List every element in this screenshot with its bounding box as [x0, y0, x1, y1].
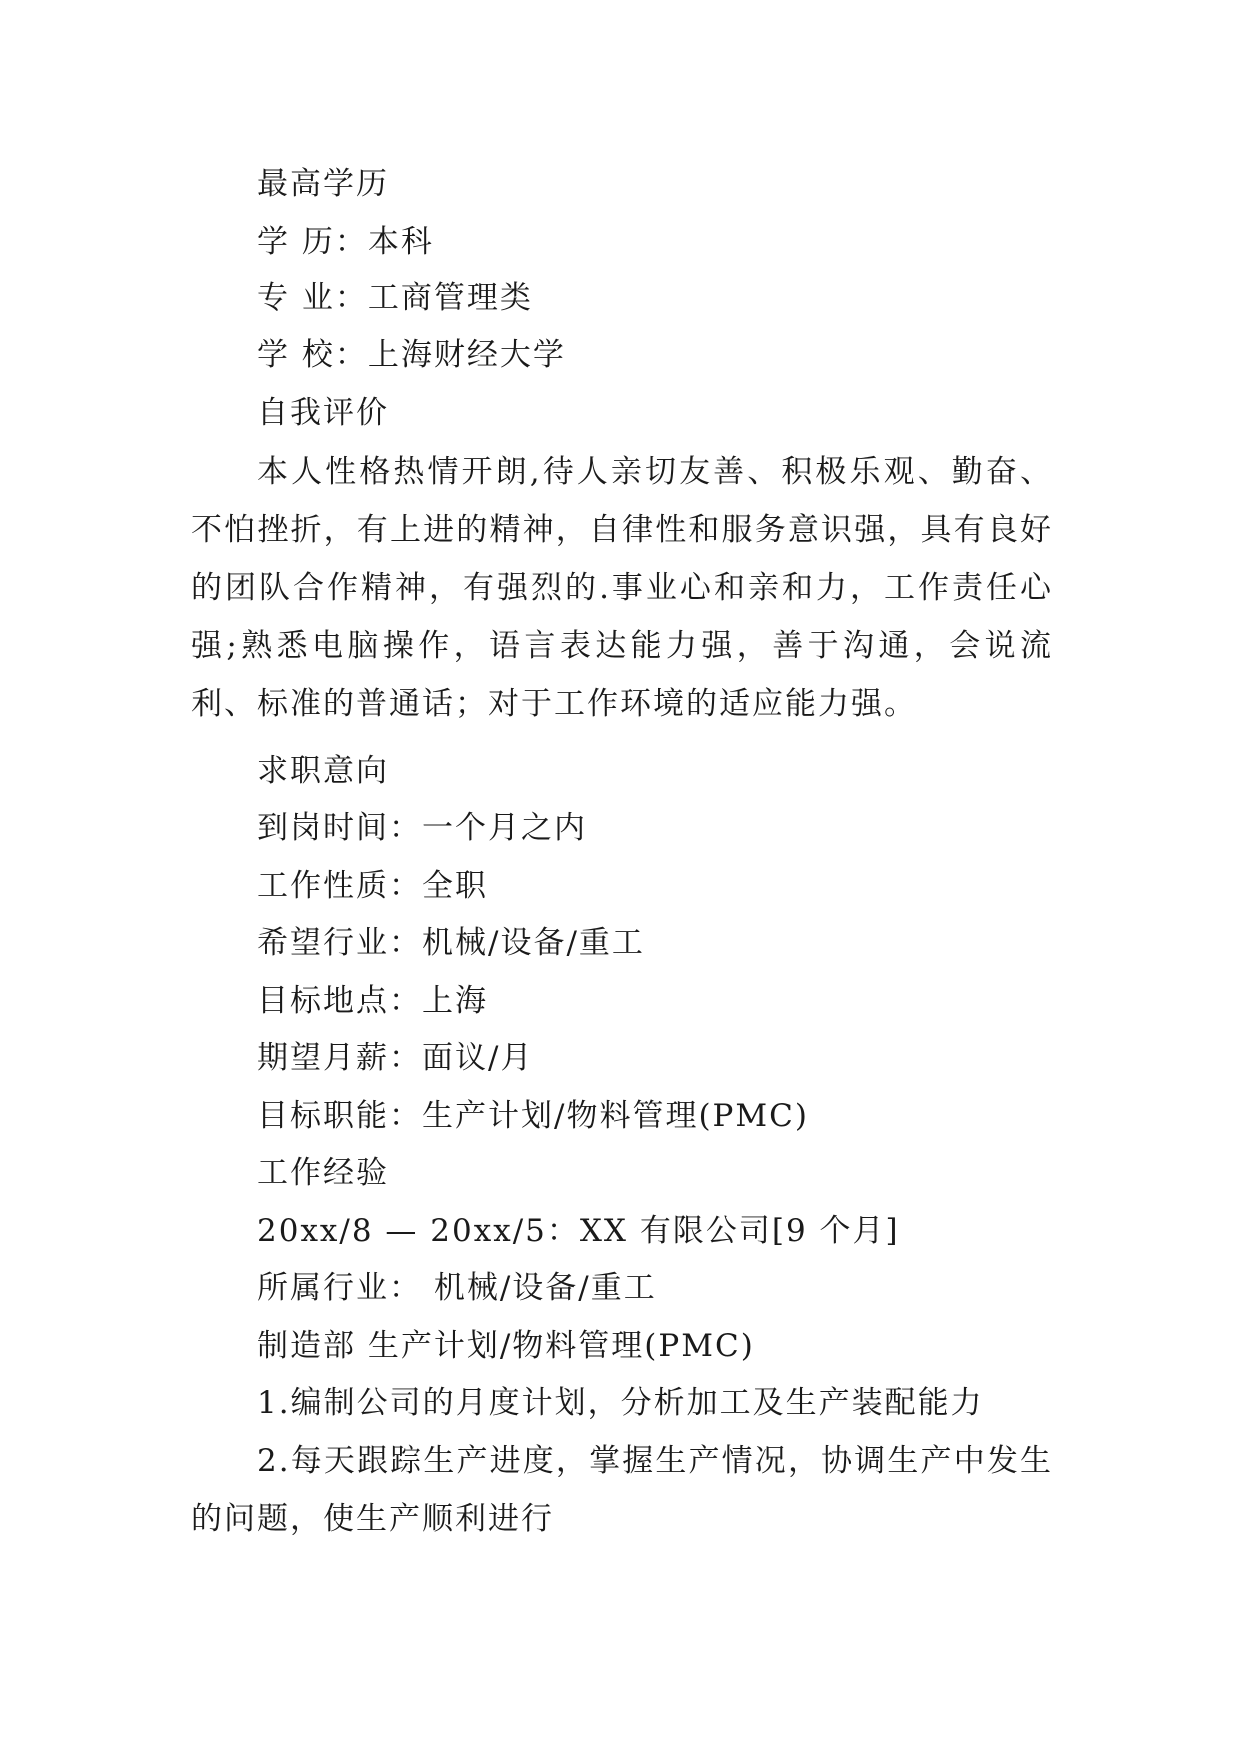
work-experience-heading: 工作经验 — [257, 1155, 389, 1191]
school-line: 学 校：上海财经大学 — [257, 337, 566, 373]
target-function-line: 目标职能：生产计划/物料管理(PMC) — [257, 1098, 809, 1134]
expected-salary-line: 期望月薪：面议/月 — [257, 1040, 534, 1076]
education-heading: 最高学历 — [257, 166, 389, 202]
duty-item-1: 1.编制公司的月度计划，分析加工及生产装配能力 — [257, 1385, 984, 1421]
major-line: 专 业：工商管理类 — [257, 280, 533, 316]
degree-line: 学 历：本科 — [257, 224, 434, 260]
department-line: 制造部 生产计划/物料管理(PMC) — [257, 1328, 755, 1364]
work-industry-line: 所属行业： 机械/设备/重工 — [257, 1270, 657, 1306]
arrival-time-line: 到岗时间：一个月之内 — [257, 810, 587, 846]
job-nature-line: 工作性质：全职 — [257, 868, 488, 904]
work-period-line: 20xx/8 — 20xx/5：XX 有限公司[9 个月] — [257, 1213, 900, 1249]
self-evaluation-heading: 自我评价 — [257, 395, 389, 431]
duty-item-2: 2.每天跟踪生产进度，掌握生产情况，协调生产中发生的问题，使生产顺利进行 — [191, 1443, 1053, 1537]
job-intention-heading: 求职意向 — [257, 753, 389, 789]
self-evaluation-text: 本人性格热情开朗,待人亲切友善、积极乐观、勤奋、不怕挫折，有上进的精神，自律性和服务意识强，具有良好的团队合作精神，有强烈的.事业心和亲和力，工作责任心强;熟悉电脑操作，语言表达能力强，善于沟通，会说流利、标准的普通话；对于工作环境的适应能力强。 — [191, 454, 1053, 722]
desired-industry-line: 希望行业：机械/设备/重工 — [257, 925, 645, 961]
target-location-line: 目标地点：上海 — [257, 983, 488, 1019]
